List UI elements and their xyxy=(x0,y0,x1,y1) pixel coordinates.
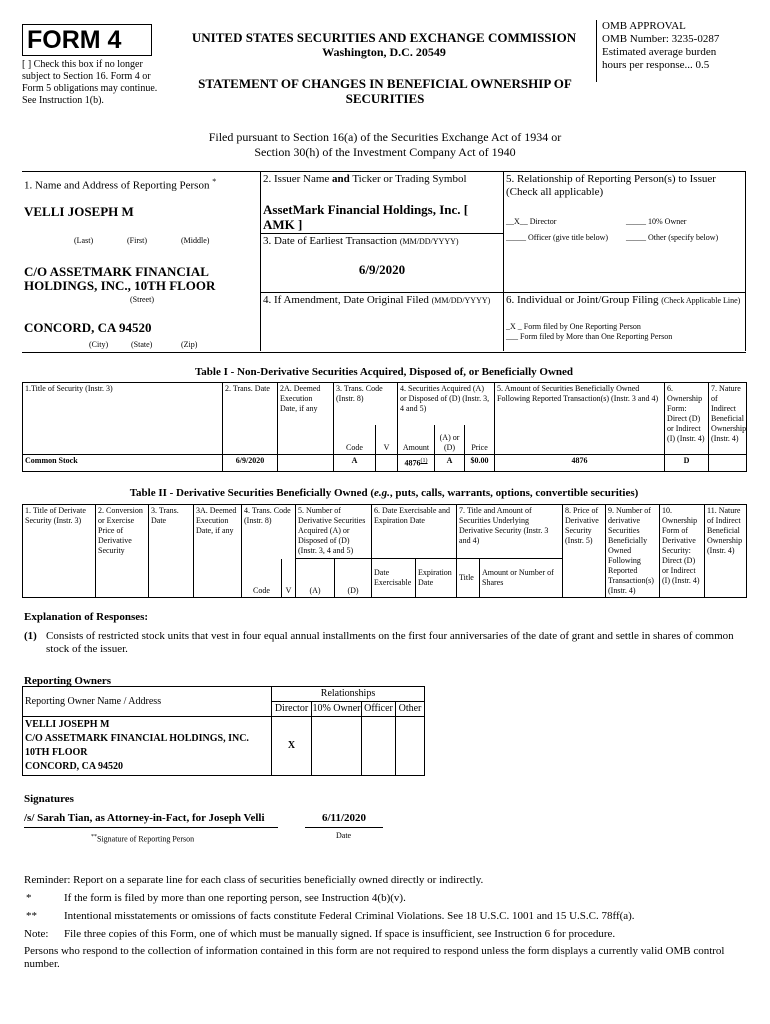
first-label: (First) xyxy=(127,236,147,245)
t2-sub-a: (A) xyxy=(296,559,335,598)
t2-sub-code: Code xyxy=(242,559,282,598)
t2-h-underlying: 7. Title and Amount of Securities Underlying Derivative Security (Instr. 3 and 4) xyxy=(457,505,563,559)
t2-sub-expiration: Expiration Date xyxy=(416,559,457,598)
t1-h-date: 2. Trans. Date xyxy=(223,383,278,455)
t1-row-date: 6/9/2020 xyxy=(223,455,278,472)
star-text: If the form is filed by more than one reporting person, see Instruction 4(b)(v). xyxy=(64,892,406,904)
note-text: File three copies of this Form, one of which must be manually signed. If space is insufficient, see Instruction 6 for procedure. xyxy=(64,928,616,940)
double-star-marker: ** xyxy=(26,910,37,922)
reminder-text: Reminder: Report on a separate line for each class of securities beneficially owned directly or indirectly. xyxy=(24,874,484,886)
t1-h-owned: 5. Amount of Securities Beneficially Owned Following Reported Transaction(s) (Instr. 3 and 4) xyxy=(495,383,665,455)
double-star-text: Intentional misstatements or omissions of facts constitute Federal Criminal Violations. See 18 U.S.C. 1001 and 15 U.S.C. 78ff(a). xyxy=(64,910,635,922)
city-label: (City) xyxy=(89,340,109,349)
t2-h-code: 4. Trans. Code (Instr. 8) xyxy=(242,505,296,559)
director-check[interactable]: __X__ Director xyxy=(506,217,557,226)
agency-location: Washington, D.C. 20549 xyxy=(322,45,446,59)
box4-label: 4. If Amendment, Date Original Filed (MM/DD/YYYY) xyxy=(263,294,491,306)
table-row xyxy=(23,455,747,472)
t2-h-date: 3. Trans. Date xyxy=(149,505,194,598)
signature-label: **Signature of Reporting Person xyxy=(91,834,195,844)
burden-line-2: hours per response... 0.5 xyxy=(602,59,710,71)
t1-row-form: D xyxy=(665,455,709,472)
t1-sub-code: Code xyxy=(334,425,376,455)
box1-label: 1. Name and Address of Reporting Person * xyxy=(24,177,217,192)
t1-row-title: Common Stock xyxy=(23,455,223,472)
table1-title: Table I - Non-Derivative Securities Acquired, Disposed of, or Beneficially Owned xyxy=(194,366,574,378)
signature-date: 6/11/2020 xyxy=(322,812,367,824)
last-label: (Last) xyxy=(74,236,94,245)
t2-h-title: 1. Title of Derivate Security (Instr. 3) xyxy=(23,505,96,598)
footnote-link[interactable]: (1) xyxy=(420,458,428,464)
owners-col-name: Reporting Owner Name / Address xyxy=(23,687,272,717)
t1-row-aord: A xyxy=(435,455,465,472)
middle-label: (Middle) xyxy=(181,236,210,245)
t2-sub-d: (D) xyxy=(335,559,372,598)
t2-h-price: 8. Price of Derivative Security (Instr. 5) xyxy=(563,505,606,598)
omb-number: OMB Number: 3235-0287 xyxy=(602,33,720,45)
earliest-transaction-date: 6/9/2020 xyxy=(358,262,406,277)
table-row xyxy=(23,717,425,776)
box5-label: 5. Relationship of Reporting Person(s) to Issuer (Check all applicable) xyxy=(506,173,716,198)
footnote-text: Consists of restricted stock units that vest in four equal annual installments on the first four anniversaries of the date of grant and settle in shares of common stock of the issuer. xyxy=(46,630,734,655)
t1-row-amount: 4876$^{(1)}$ xyxy=(398,455,435,472)
owners-col-ten-percent: 10% Owner xyxy=(312,702,362,717)
table1-non-derivative xyxy=(22,382,747,472)
agency-name: UNITED STATES SECURITIES AND EXCHANGE COMMISSION xyxy=(191,30,577,45)
owner-director-mark: X xyxy=(272,717,312,776)
footnote-number: (1) xyxy=(24,630,37,642)
statement-title: STATEMENT OF CHANGES IN BENEFICIAL OWNERSHIP OF SECURITIES xyxy=(198,76,572,106)
t2-h-conversion: 2. Conversion or Exercise Price of Derivative Security xyxy=(96,505,149,598)
reporting-owners-table xyxy=(22,686,425,776)
t2-sub-v: V xyxy=(282,559,296,598)
owners-col-other: Other xyxy=(396,702,425,717)
footnote-star: * xyxy=(212,177,217,186)
filed-by-more-persons[interactable]: ___ Form filed by More than One Reporting Person xyxy=(506,332,673,341)
box6-label: 6. Individual or Joint/Group Filing (Check Applicable Line) xyxy=(506,294,741,306)
date-label: Date xyxy=(336,831,352,840)
t1-row-price: $0.00 xyxy=(465,455,495,472)
t1-row-owned: 4876 xyxy=(495,455,665,472)
t1-sub-amount: Amount xyxy=(398,425,435,455)
form-title: FORM 4 xyxy=(27,26,122,54)
street-line-1: C/O ASSETMARK FINANCIAL xyxy=(24,264,209,279)
no-longer-subject-checkbox-text[interactable]: [ ] Check this box if no longer subject to Section 16. Form 4 or Form 5 obligations may continue. See Instruction 1(b). xyxy=(22,59,158,106)
street-line-2: HOLDINGS, INC., 10TH FLOOR xyxy=(24,278,216,293)
owners-col-relationships: Relationships xyxy=(272,687,425,702)
t2-h-number-owned: 9. Number of derivative Securities Beneficially Owned Following Reported Transaction(s) (Instr. 4) xyxy=(606,505,660,598)
t1-sub-aord: (A) or (D) xyxy=(435,425,465,455)
t2-sub-title: Title xyxy=(457,559,480,598)
table2-derivative xyxy=(22,504,747,598)
t1-h-deemed: 2A. Deemed Execution Date, if any xyxy=(278,383,334,455)
form-title-box xyxy=(22,24,152,56)
t2-h-deemed: 3A. Deemed Execution Date, if any xyxy=(194,505,242,598)
explanation-heading: Explanation of Responses: xyxy=(24,611,149,623)
t2-h-form: 10. Ownership Form of Derivative Security: Direct (D) or Indirect (I) (Instr. 4) xyxy=(660,505,705,598)
filed-pursuant-line-1: Filed pursuant to Section 16(a) of the Securities Exchange Act of 1934 or xyxy=(208,130,562,144)
reporting-person-name: VELLI JOSEPH M xyxy=(24,204,134,219)
t2-h-exercisable: 6. Date Exercisable and Expiration Date xyxy=(372,505,457,559)
star-marker: * xyxy=(26,892,32,904)
box3-label: 3. Date of Earliest Transaction (MM/DD/YYYY) xyxy=(263,235,459,247)
omb-box xyxy=(596,20,757,82)
t1-h-nature: 7. Nature of Indirect Beneficial Ownership (Instr. 4) xyxy=(709,383,747,455)
t2-h-number: 5. Number of Derivative Securities Acquired (A) or Disposed of (D) (Instr. 3, 4 and 5) xyxy=(296,505,372,559)
burden-line-1: Estimated average burden xyxy=(602,46,717,58)
other-check[interactable]: _____ Other (specify below) xyxy=(626,233,719,242)
omb-notice: Persons who respond to the collection of information contained in this form are not required to respond unless the form displays a currently valid OMB control number. xyxy=(24,945,725,970)
city-state-zip: CONCORD, CA 94520 xyxy=(24,320,152,335)
officer-check[interactable]: _____ Officer (give title below) xyxy=(506,233,609,242)
t1-h-title: 1.Title of Security (Instr. 3) xyxy=(23,383,223,455)
t1-sub-v: V xyxy=(376,425,398,455)
signature-value: /s/ Sarah Tian, as Attorney-in-Fact, for Joseph Velli xyxy=(24,812,265,824)
reporting-owners-heading: Reporting Owners xyxy=(24,675,112,687)
table2-title: Table II - Derivative Securities Beneficially Owned (e.g., puts, calls, warrants, options, convertible securities) xyxy=(129,487,639,499)
owners-col-officer: Officer xyxy=(362,702,396,717)
omb-approval: OMB APPROVAL xyxy=(602,20,686,32)
state-label: (State) xyxy=(131,340,153,349)
issuer-name: AssetMark Financial Holdings, Inc. [ AMK ] xyxy=(263,202,469,232)
ten-percent-owner-check[interactable]: _____ 10% Owner xyxy=(626,217,687,226)
t2-sub-amount: Amount or Number of Shares xyxy=(480,559,563,598)
filed-pursuant-line-2: Section 30(h) of the Investment Company Act of 1940 xyxy=(254,145,516,159)
note-label: Note: xyxy=(24,928,49,940)
owner-address: VELLI JOSEPH M C/O ASSETMARK FINANCIAL HOLDINGS, INC. 10TH FLOOR CONCORD, CA 94520 xyxy=(23,717,272,776)
t1-sub-price: Price xyxy=(465,425,495,455)
street-label: (Street) xyxy=(130,295,154,304)
t1-h-form: 6. Ownership Form: Direct (D) or Indirect (I) (Instr. 4) xyxy=(665,383,709,455)
t1-row-deemed xyxy=(278,455,334,472)
t1-h-code: 3. Trans. Code (Instr. 8) xyxy=(334,383,398,425)
t2-h-nature: 11. Nature of Indirect Beneficial Ownership (Instr. 4) xyxy=(705,505,747,598)
t1-row-code: A xyxy=(334,455,376,472)
signatures-heading: Signatures xyxy=(24,793,74,805)
box2-label: 2. Issuer Name and Ticker or Trading Symbol xyxy=(263,173,467,185)
t2-sub-exercisable: Date Exercisable xyxy=(372,559,416,598)
owners-col-director: Director xyxy=(272,702,312,717)
filed-by-one-person[interactable]: _X _ Form filed by One Reporting Person xyxy=(506,322,641,331)
t1-row-nature xyxy=(709,455,747,472)
t1-h-acquired: 4. Securities Acquired (A) or Disposed of (D) (Instr. 3, 4 and 5) xyxy=(398,383,495,425)
t1-row-v xyxy=(376,455,398,472)
zip-label: (Zip) xyxy=(181,340,198,349)
